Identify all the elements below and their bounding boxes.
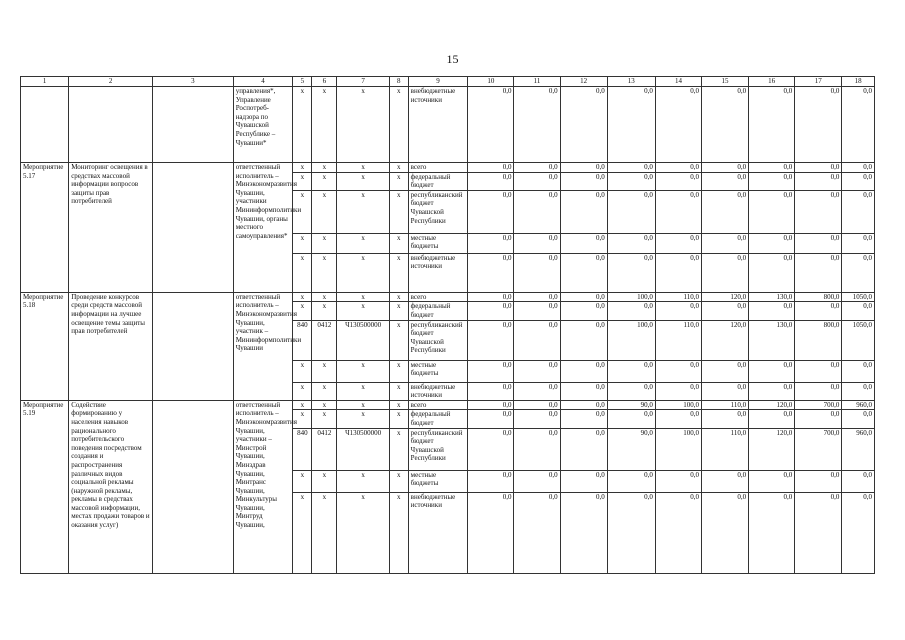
header-cell: 5 [293,77,312,87]
amount-cell: 110,0 [655,320,701,360]
amount-cell: 0,0 [795,410,842,428]
amount-cell: 0,0 [749,190,795,233]
table-row [21,400,875,410]
amount-cell: 0,0 [607,87,655,163]
amount-cell: 0,0 [514,410,560,428]
amount-cell: 0,0 [749,410,795,428]
header-cell: 9 [408,77,468,87]
amount-cell: 0,0 [701,302,748,320]
amount-cell: 0,0 [701,172,748,190]
amount-cell: 0,0 [560,320,607,360]
amount-cell: 1050,0 [842,292,875,302]
expense-type-cell: x [389,190,408,233]
amount-cell: 0,0 [468,190,514,233]
target-item-cell: x [337,87,389,163]
grbs-cell: x [293,253,312,292]
amount-cell: 0,0 [842,410,875,428]
empty-cell [153,87,234,163]
table-body [21,87,875,574]
amount-cell: 0,0 [560,292,607,302]
amount-cell: 800,0 [795,320,842,360]
amount-cell: 0,0 [514,492,560,573]
amount-cell: 0,0 [468,382,514,400]
amount-cell: 0,0 [468,172,514,190]
program-table [20,76,875,574]
amount-cell: 0,0 [560,470,607,492]
amount-cell: 110,0 [701,428,748,470]
expense-type-cell: x [389,400,408,410]
amount-cell: 100,0 [655,400,701,410]
empty-cell [153,400,234,573]
grbs-cell: 840 [293,320,312,360]
amount-cell: 0,0 [749,470,795,492]
target-item-cell: x [337,253,389,292]
grbs-cell: x [293,172,312,190]
header-cell: 12 [560,77,607,87]
amount-cell: 0,0 [560,400,607,410]
code-cell [21,87,69,163]
amount-cell: 120,0 [701,292,748,302]
amount-cell: 0,0 [468,233,514,253]
amount-cell: 0,0 [842,382,875,400]
funding-source-cell: внебюджетные источники [408,253,468,292]
amount-cell: 0,0 [655,492,701,573]
amount-cell: 0,0 [749,253,795,292]
grbs-cell: x [293,87,312,163]
header-cell: 18 [842,77,875,87]
target-item-cell: x [337,410,389,428]
grbs-cell: x [293,233,312,253]
amount-cell: 0,0 [795,163,842,173]
amount-cell: 110,0 [701,400,748,410]
header-cell: 13 [607,77,655,87]
amount-cell: 0,0 [749,382,795,400]
section-cell: x [312,292,337,302]
grbs-cell: x [293,360,312,382]
grbs-cell: x [293,492,312,573]
amount-cell: 0,0 [607,302,655,320]
amount-cell: 0,0 [468,292,514,302]
amount-cell: 100,0 [607,292,655,302]
grbs-cell: x [293,400,312,410]
amount-cell: 0,0 [749,360,795,382]
target-item-cell: x [337,302,389,320]
amount-cell: 0,0 [560,382,607,400]
amount-cell: 0,0 [560,253,607,292]
header-cell: 1 [21,77,69,87]
amount-cell: 0,0 [607,410,655,428]
amount-cell: 0,0 [795,360,842,382]
section-cell: x [312,233,337,253]
section-cell: x [312,302,337,320]
grbs-cell: x [293,302,312,320]
funding-source-cell: местные бюджеты [408,233,468,253]
expense-type-cell: x [389,253,408,292]
expense-type-cell: x [389,382,408,400]
amount-cell: 130,0 [749,320,795,360]
amount-cell: 0,0 [795,302,842,320]
amount-cell: 0,0 [655,382,701,400]
amount-cell: 0,0 [701,410,748,428]
page-number: 15 [446,52,459,66]
event-name-cell: Мониторинг освещения в средствах массовой информации вопросов защиты прав потребителей [69,163,153,293]
funding-source-cell: федеральный бюджет [408,410,468,428]
target-item-cell: Ч130500000 [337,428,389,470]
grbs-cell: x [293,292,312,302]
amount-cell: 0,0 [701,470,748,492]
table-row [21,87,875,163]
expense-type-cell: x [389,87,408,163]
funding-source-cell: всего [408,400,468,410]
amount-cell: 0,0 [655,172,701,190]
amount-cell: 0,0 [842,190,875,233]
name-cell [69,87,153,163]
amount-cell: 130,0 [749,292,795,302]
event-code-cell: Мероприятие 5.19 [21,400,69,573]
event-name-cell: Проведение конкурсов среди средств массовой информации на лучшее освещение темы защиты прав потребителей [69,292,153,400]
empty-cell [153,163,234,293]
amount-cell: 0,0 [655,410,701,428]
target-item-cell: x [337,233,389,253]
grbs-cell: x [293,382,312,400]
amount-cell: 0,0 [514,320,560,360]
grbs-cell: x [293,410,312,428]
section-cell: 0412 [312,320,337,360]
amount-cell: 0,0 [560,410,607,428]
event-code-cell: Мероприятие 5.18 [21,292,69,400]
section-cell: x [312,382,337,400]
responsible-cell: управления*, Управление Роспотреб-надзора по Чувашской Республике – Чувашии* [233,87,293,163]
target-item-cell: x [337,400,389,410]
amount-cell: 0,0 [701,253,748,292]
amount-cell: 0,0 [749,302,795,320]
amount-cell: 0,0 [468,320,514,360]
amount-cell: 100,0 [607,320,655,360]
section-cell: x [312,190,337,233]
section-cell: x [312,492,337,573]
amount-cell: 0,0 [749,163,795,173]
funding-source-cell: республиканский бюджет Чувашской Республики [408,190,468,233]
header-cell: 15 [701,77,748,87]
amount-cell: 110,0 [655,292,701,302]
grbs-cell: x [293,470,312,492]
amount-cell: 0,0 [560,302,607,320]
amount-cell: 0,0 [607,360,655,382]
amount-cell: 0,0 [795,382,842,400]
amount-cell: 0,0 [514,292,560,302]
expense-type-cell: x [389,292,408,302]
amount-cell: 0,0 [468,163,514,173]
funding-source-cell: местные бюджеты [408,360,468,382]
amount-cell: 0,0 [607,190,655,233]
target-item-cell: x [337,360,389,382]
responsible-cell: ответственный исполнитель – Минэкономразвития Чувашии, участник – Мининформполитики Чувашии [233,292,293,400]
section-cell: 0412 [312,428,337,470]
amount-cell: 0,0 [514,360,560,382]
amount-cell: 0,0 [560,163,607,173]
amount-cell: 0,0 [842,360,875,382]
amount-cell: 0,0 [842,302,875,320]
grbs-cell: x [293,190,312,233]
amount-cell: 0,0 [701,492,748,573]
funding-source-cell: всего [408,292,468,302]
section-cell: x [312,163,337,173]
header-cell: 14 [655,77,701,87]
amount-cell: 0,0 [655,470,701,492]
amount-cell: 120,0 [749,400,795,410]
funding-source-cell: республиканский бюджет Чувашской Республики [408,428,468,470]
amount-cell: 100,0 [655,428,701,470]
amount-cell: 0,0 [468,400,514,410]
expense-type-cell: x [389,470,408,492]
expense-type-cell: x [389,410,408,428]
target-item-cell: x [337,190,389,233]
funding-source-cell: местные бюджеты [408,470,468,492]
amount-cell: 0,0 [560,428,607,470]
amount-cell: 0,0 [607,233,655,253]
funding-source-cell: внебюджетные источники [408,492,468,573]
table-row [21,163,875,173]
target-item-cell: x [337,163,389,173]
amount-cell: 0,0 [655,163,701,173]
grbs-cell: x [293,163,312,173]
target-item-cell: Ч130500000 [337,320,389,360]
funding-source-cell: всего [408,163,468,173]
amount-cell: 0,0 [842,233,875,253]
amount-cell: 0,0 [514,470,560,492]
section-cell: x [312,360,337,382]
amount-cell: 0,0 [607,492,655,573]
amount-cell: 0,0 [468,470,514,492]
amount-cell: 0,0 [655,190,701,233]
event-code-cell: Мероприятие 5.17 [21,163,69,293]
section-cell: x [312,253,337,292]
amount-cell: 0,0 [607,470,655,492]
amount-cell: 0,0 [514,87,560,163]
amount-cell: 0,0 [655,233,701,253]
amount-cell: 0,0 [842,163,875,173]
amount-cell: 0,0 [655,302,701,320]
amount-cell: 0,0 [795,233,842,253]
section-cell: x [312,410,337,428]
event-name-cell: Содействие формированию у населения навыков рационального потребительского поведения посредством создания и распространения различных видов социальной рекламы (наружной рекламы, рекламы в средствах массовой информации, местах продажи товаров и оказания услуг) [69,400,153,573]
header-cell: 6 [312,77,337,87]
amount-cell: 700,0 [795,428,842,470]
header-cell: 8 [389,77,408,87]
section-cell: x [312,87,337,163]
amount-cell: 0,0 [514,253,560,292]
amount-cell: 0,0 [795,190,842,233]
expense-type-cell: x [389,302,408,320]
amount-cell: 0,0 [701,360,748,382]
amount-cell: 0,0 [795,253,842,292]
amount-cell: 0,0 [468,360,514,382]
amount-cell: 0,0 [749,87,795,163]
expense-type-cell: x [389,428,408,470]
amount-cell: 0,0 [560,233,607,253]
funding-source-cell: внебюджетные источники [408,87,468,163]
header-cell: 17 [795,77,842,87]
amount-cell: 1050,0 [842,320,875,360]
amount-cell: 0,0 [607,163,655,173]
target-item-cell: x [337,492,389,573]
amount-cell: 0,0 [560,492,607,573]
amount-cell: 120,0 [701,320,748,360]
amount-cell: 0,0 [560,87,607,163]
section-cell: x [312,400,337,410]
amount-cell: 0,0 [468,410,514,428]
header-row [21,77,875,87]
header-cell: 11 [514,77,560,87]
section-cell: x [312,470,337,492]
amount-cell: 0,0 [514,400,560,410]
target-item-cell: x [337,382,389,400]
amount-cell: 960,0 [842,400,875,410]
amount-cell: 120,0 [749,428,795,470]
amount-cell: 0,0 [607,253,655,292]
amount-cell: 0,0 [514,382,560,400]
amount-cell: 0,0 [468,87,514,163]
amount-cell: 0,0 [795,470,842,492]
amount-cell: 0,0 [842,172,875,190]
amount-cell: 0,0 [655,87,701,163]
amount-cell: 0,0 [514,233,560,253]
funding-source-cell: республиканский бюджет Чувашской Республики [408,320,468,360]
funding-source-cell: федеральный бюджет [408,172,468,190]
amount-cell: 0,0 [560,190,607,233]
expense-type-cell: x [389,163,408,173]
amount-cell: 0,0 [795,492,842,573]
responsible-cell: ответственный исполнитель – Минэкономразвития Чувашии, участники Мининформполитики Чувашии, органы местного самоуправления* [233,163,293,293]
amount-cell: 0,0 [701,87,748,163]
amount-cell: 0,0 [514,302,560,320]
amount-cell: 0,0 [842,470,875,492]
header-cell: 10 [468,77,514,87]
amount-cell: 0,0 [514,172,560,190]
empty-cell [153,292,234,400]
target-item-cell: x [337,470,389,492]
expense-type-cell: x [389,320,408,360]
amount-cell: 0,0 [514,163,560,173]
amount-cell: 0,0 [701,190,748,233]
grbs-cell: 840 [293,428,312,470]
amount-cell: 0,0 [842,492,875,573]
expense-type-cell: x [389,172,408,190]
amount-cell: 0,0 [560,360,607,382]
section-cell: x [312,172,337,190]
amount-cell: 0,0 [514,428,560,470]
header-cell: 16 [749,77,795,87]
header-cell: 3 [153,77,234,87]
amount-cell: 0,0 [514,190,560,233]
target-item-cell: x [337,292,389,302]
header-cell: 2 [69,77,153,87]
funding-source-cell: внебюджетные источники [408,382,468,400]
amount-cell: 0,0 [468,253,514,292]
expense-type-cell: x [389,492,408,573]
amount-cell: 90,0 [607,400,655,410]
amount-cell: 0,0 [701,163,748,173]
amount-cell: 800,0 [795,292,842,302]
header-cell: 7 [337,77,389,87]
amount-cell: 0,0 [468,492,514,573]
funding-source-cell: федеральный бюджет [408,302,468,320]
table-row [21,292,875,302]
amount-cell: 0,0 [701,233,748,253]
amount-cell: 0,0 [607,172,655,190]
amount-cell: 0,0 [468,428,514,470]
amount-cell: 90,0 [607,428,655,470]
amount-cell: 0,0 [795,87,842,163]
amount-cell: 0,0 [749,492,795,573]
expense-type-cell: x [389,233,408,253]
amount-cell: 0,0 [468,302,514,320]
amount-cell: 0,0 [655,253,701,292]
amount-cell: 0,0 [795,172,842,190]
amount-cell: 0,0 [749,172,795,190]
header-cell: 4 [233,77,293,87]
amount-cell: 0,0 [749,233,795,253]
amount-cell: 0,0 [701,382,748,400]
target-item-cell: x [337,172,389,190]
amount-cell: 0,0 [842,87,875,163]
amount-cell: 700,0 [795,400,842,410]
amount-cell: 0,0 [560,172,607,190]
amount-cell: 0,0 [655,360,701,382]
amount-cell: 0,0 [842,253,875,292]
responsible-cell: ответственный исполнитель – Минэкономразвития Чувашии, участники – Минстрой Чувашии, Минздрав Чувашии, Минтранс Чувашии, Минкультуры Чувашии, Минтруд Чувашии, [233,400,293,573]
amount-cell: 960,0 [842,428,875,470]
expense-type-cell: x [389,360,408,382]
amount-cell: 0,0 [607,382,655,400]
